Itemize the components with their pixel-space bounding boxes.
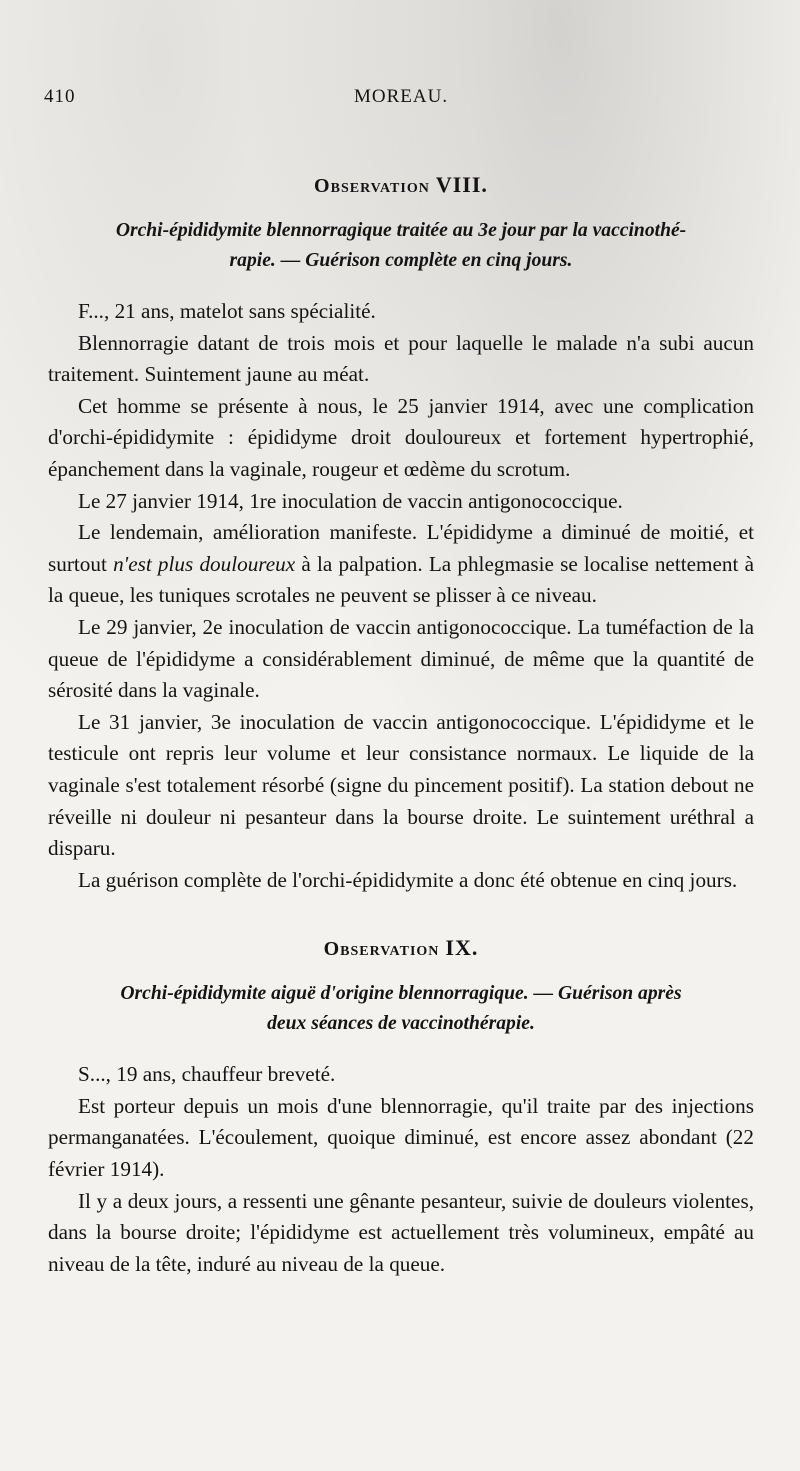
observation-viii [48, 168, 754, 896]
observation-heading-number: IX. [445, 935, 479, 961]
paragraph-text: Le lendemain, amélioration manifeste. L'épididyme a diminué de moitié, et surtout [48, 520, 754, 576]
observation-heading-word: Observation [314, 175, 430, 197]
section-spacer [48, 896, 754, 931]
paragraph: Le 27 janvier 1914, 1re inoculation de vaccin antigonococcique. [78, 488, 623, 513]
paragraph: La guérison complète de l'orchi-épididymite a donc été obtenue en cinq jours. [78, 867, 738, 892]
italic-phrase: n'est plus douloureux [113, 551, 296, 576]
paragraph: Le 31 janvier, 3e inoculation de vaccin antigonococcique. L'épididyme et le testicule ont repris leur volume et leur consistance normaux. Le liquide de la vaginale s'est totalement résorbé (signe du pincement positif). La station debout ne réveille ni douleur ni pesanteur dans la bourse droite. Le suintement uréthral a disparu. [48, 709, 754, 861]
paragraph: Est porteur depuis un mois d'une blennorragie, qu'il traite par des injections permanganatées. L'écoulement, quoique diminué, est encore assez abondant (22 février 1914). [48, 1093, 754, 1182]
paragraph: Il y a deux jours, a ressenti une gênante pesanteur, suivie de douleurs violentes, dans la bourse droite; l'épididyme est actuellement très volumineux, empâté au niveau de la tête, induré au niveau de la queue. [48, 1188, 754, 1276]
paragraph: Le 29 janvier, 2e inoculation de vaccin antigonococcique. La tuméfaction de la queue de l'épididyme a considérablement diminué, de même que la quantité de sérosité dans la vaginale. [48, 614, 754, 703]
observation-body [48, 296, 754, 896]
summary-line: Orchi-épididymite blennorragique traitée au 3e jour par la vaccinothé- [115, 220, 687, 241]
body-text [48, 168, 754, 1280]
running-head [44, 86, 756, 116]
observation-heading [48, 931, 754, 965]
paragraph: S..., 19 ans, chauffeur breveté. [78, 1062, 336, 1087]
observation-heading-number: VIII. [435, 172, 488, 197]
summary-line: rapie. — Guérison complète en cinq jours. [229, 250, 573, 271]
paragraph: Cet homme se présente à nous, le 25 janvier 1914, avec une complication d'orchi-épididymite : épididyme droit douloureux et fortement hypertrophié, épanchement dans la vaginale, rougeur et œdème du scrotum. [48, 393, 754, 481]
observation-heading [48, 168, 754, 202]
paragraph: Blennorragie datant de trois mois et pour laquelle le malade n'a subi aucun traitement. Suintement jaune au méat. [48, 330, 754, 387]
summary-line: Orchi-épididymite aiguë d'origine blennorragique. — Guérison après [120, 983, 682, 1005]
paragraph: F..., 21 ans, matelot sans spécialité. [78, 299, 376, 323]
paragraph [48, 517, 754, 612]
page-number: 410 [44, 86, 76, 107]
observation-ix [48, 931, 754, 1280]
paragraph-text: à la palpation. La phlegmasie se localise nettement à la queue, les tuniques scrotales ne peuvent se plisser à ce niveau. [48, 551, 754, 608]
observation-summary [48, 216, 754, 276]
observation-summary [48, 979, 754, 1039]
summary-line: deux séances de vaccinothérapie. [267, 1013, 535, 1035]
observation-heading-word: Observation [323, 938, 440, 961]
observation-body [48, 1059, 754, 1280]
running-title: MOREAU. [354, 86, 449, 107]
